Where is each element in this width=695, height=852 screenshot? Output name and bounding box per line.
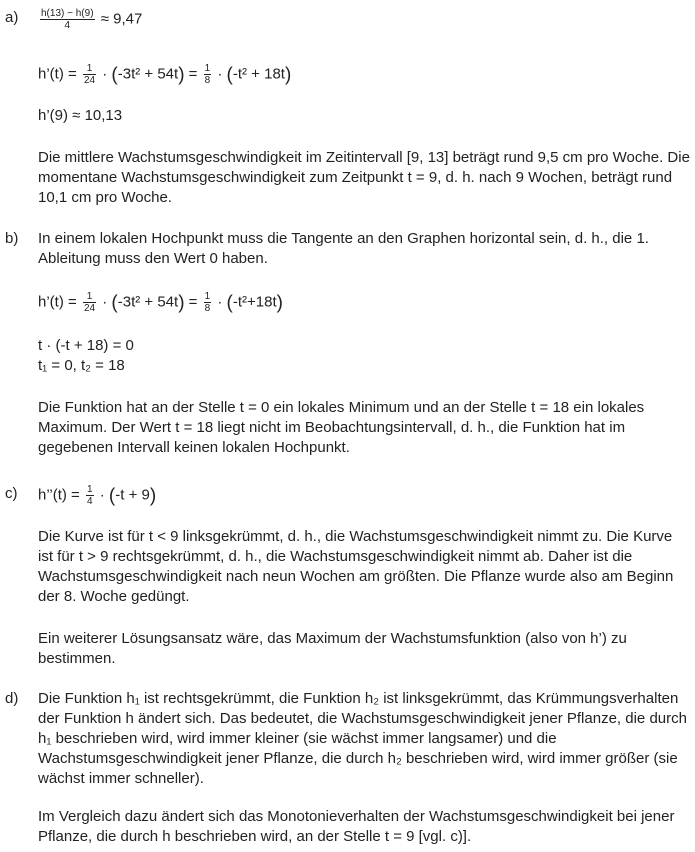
mean-rate-expression: $\frac{h(13) - h(9)}{4}$ ≈ 9,47 — [41, 8, 143, 31]
section-d-label: d) — [5, 690, 19, 707]
derivative-value-at-9: h’(9) ≈ 10,13 — [38, 107, 123, 124]
mean-rate-fraction: $\frac{h(13) - h(9)}{4}$ — [41, 8, 94, 31]
section-c-alternative: Ein weiterer Lösungsansatz wäre, das Maximum der Wachstumsfunktion (also von h’) zu bestimmen. — [38, 630, 627, 667]
zero-equation: t · (-t + 18) = 0 — [38, 337, 134, 354]
second-derivative-equation: h’’(t) = $\frac{1}{4}$ · (-t + 9) — [38, 484, 157, 507]
section-c-label: c) — [5, 485, 18, 502]
section-d-explanation: Die Funktion h₁ ist rechtsgekrümmt, die Funktion h₂ ist linksgekrümmt, das Krümmungsverhalten der Funktion h ändert sich. Das bedeutet, die Wachstumsgeschwindigkeit jener Pflanze, die durch h₁ beschrieben wird, wird immer kleiner (sie wächst immer langsamer) und die Wachstumsgeschwindigkeit jener Pflanze, die durch h₂ beschrieben wird, wird immer größer (sie wächst immer schneller). — [38, 690, 687, 787]
section-a-explanation: Die mittlere Wachstumsgeschwindigkeit im Zeitintervall [9, 13] beträgt rund 9,5 cm pro Woche. Die momentane Wachstumsgeschwindigkeit zum Zeitpunkt t = 9, d. h. nach 9 Wochen, beträgt rund 10,1 cm pro Woche. — [38, 149, 690, 206]
section-b-label: b) — [5, 230, 19, 247]
roots: t₁ = 0, t₂ = 18 — [38, 357, 125, 374]
section-d-comparison: Im Vergleich dazu ändert sich das Monotonieverhalten der Wachstumsgeschwindigkeit bei jener Pflanze, die durch h beschrieben wird, an der Stelle t = 9 [vgl. c)]. — [38, 808, 675, 845]
derivative-equation-a: h’(t) = $\frac{1}{24}$ · (-3t² + 54t) = $\frac{1}{8}$ · (-t² + 18t) — [38, 63, 292, 86]
section-b-explanation: Die Funktion hat an der Stelle t = 0 ein lokales Minimum und an der Stelle t = 18 ein lokales Maximum. Der Wert t = 18 liegt nicht im Beobachtungsintervall, d. h., die Funktion hat im gegebenen Intervall keinen lokalen Hochpunkt. — [38, 399, 645, 456]
derivative-equation-b: h’(t) = $\frac{1}{24}$ · (-3t² + 54t) = $\frac{1}{8}$ · (-t²+18t) — [38, 291, 283, 314]
section-b-intro: In einem lokalen Hochpunkt muss die Tangente an den Graphen horizontal sein, d. h., die 1. Ableitung muss den Wert 0 haben. — [38, 230, 649, 267]
section-c-explanation: Die Kurve ist für t < 9 linksgekrümmt, d. h., die Wachstumsgeschwindigkeit nimmt zu. Die Kurve ist für t > 9 rechtsgekrümmt, d. h., die Wachstumsgeschwindigkeit nimmt ab. Daher ist die Wachstumsgeschwindigkeit nach neun Wochen am größten. Die Pflanze wurde also am Beginn der 8. Woche gedüngt. — [38, 528, 674, 605]
section-a-label: a) — [5, 9, 19, 26]
